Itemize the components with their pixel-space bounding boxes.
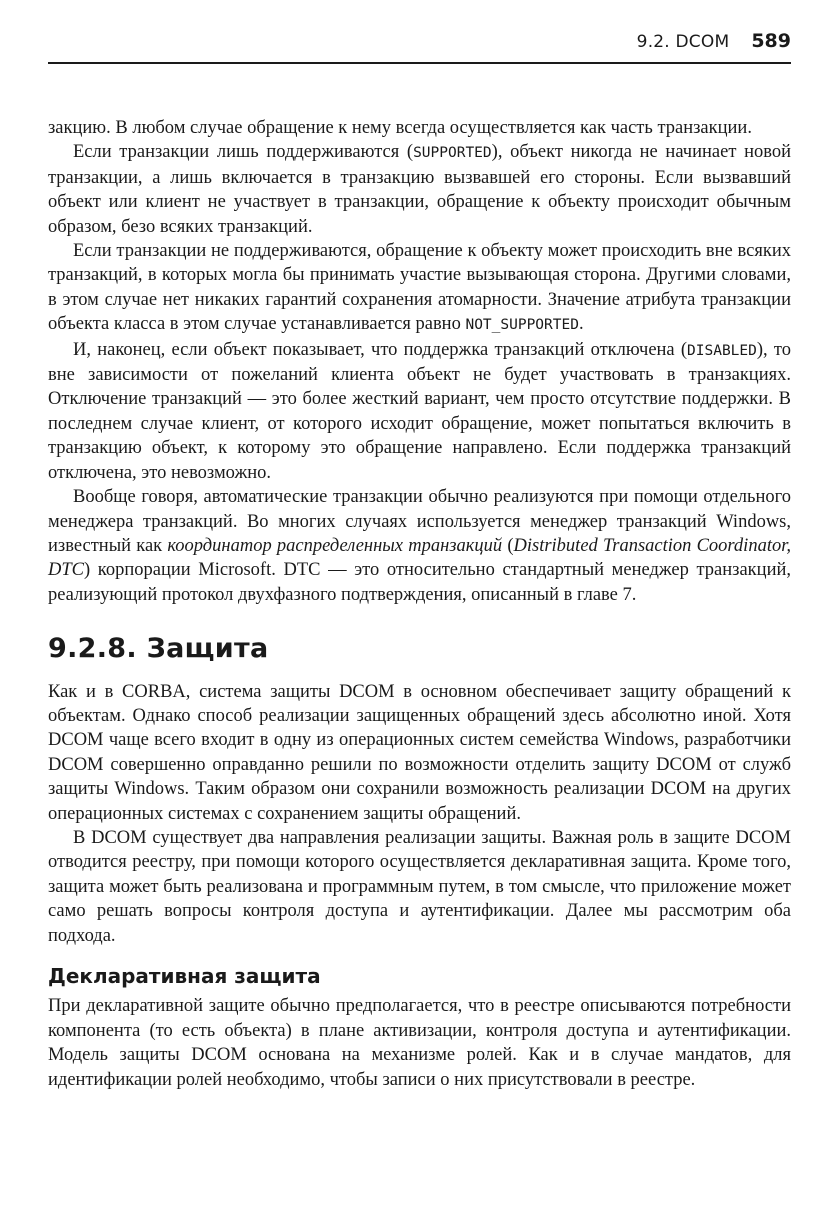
paragraph-text: .	[578, 314, 584, 335]
paragraph-1	[48, 116, 791, 140]
running-head-section: 9.2. DCOM	[636, 32, 730, 52]
header-rule	[48, 62, 791, 64]
paragraph-text: Вообще говоря, автоматические транзакции обычно реализуются при помощи отдельного менеджера транзакций. Во многих случаях используется менеджер транзакций Windows, известный как	[48, 487, 791, 556]
paragraph-2	[48, 140, 791, 239]
paragraph-text: ), то вне зависимости от пожеланий клиента объект не будет участвовать в транзакциях. Отключение транзакций — это более жесткий вариант, чем просто отсутствие поддержки. В последнем случае клиент, от которого исходит обращение, может попытаться включить в транзакцию объект, к которому это обращение направлено. Если поддержка транзакций отключена, это невозможно.	[48, 339, 791, 483]
code-term: SUPPORTED	[413, 145, 492, 162]
paragraph-5	[48, 485, 791, 607]
section-paragraph-1: Как и в CORBA, система защиты DCOM в основном обеспечивает защиту обращений к объектам. Однако способ реализации защищенных обращений здесь абсолютно иной. Хотя DCOM чаще всего входит в одну из операционных систем семейства Windows, разработчики DCOM совершенно оправданно решили по возможности отделить защиту DCOM от служб защиты Windows. Таким образом они сохранили возможность реализации DCOM на других операционных системах с сохранением защиты обращений.	[48, 681, 791, 824]
section-heading: 9.2.8. Защита	[48, 633, 269, 665]
book-page	[48, 30, 791, 1092]
subsection-heading: Декларативная защита	[48, 964, 321, 988]
paragraph-text: (	[502, 535, 514, 556]
paragraph-3	[48, 239, 791, 338]
paragraph-text: Если транзакции лишь поддерживаются (	[73, 142, 414, 163]
code-term: NOT_SUPPORTED	[465, 317, 579, 334]
code-term: DISABLED	[687, 342, 757, 359]
paragraph-4	[48, 338, 791, 485]
emphasis-term: координатор распределенных транзакций	[167, 535, 503, 556]
running-head	[48, 30, 791, 60]
body-text	[48, 116, 791, 1092]
paragraph-text: Если транзакции не поддерживаются, обращение к объекту может происходить вне всяких транзакций, в которых могла бы принимать участие вызывающая сторона. Другими словами, в этом случае нет никаких гарантий сохранения атомарности. Значение атрибута транзакции объекта класса в этом случае устанавливается равно	[48, 241, 791, 335]
paragraph-text: И, наконец, если объект показывает, что поддержка транзакций отключена (	[73, 339, 688, 360]
emphasis-term: Distributed Transaction Coordinator, DTC	[48, 535, 791, 581]
page-number: 589	[751, 30, 791, 52]
section-paragraph-2: В DCOM существует два направления реализации защиты. Важная роль в защите DCOM отводится реестру, при помощи которого осуществляется декларативная защита. Кроме того, защита может быть реализована и программным путем, в том смысле, что приложение может само решать вопросы контроля доступа и аутентификации. Далее мы рассмотрим оба подхода.	[48, 827, 791, 946]
paragraph-text: ) корпорации Microsoft. DTC — это относительно стандартный менеджер транзакций, реализующий протокол двухфазного подтверждения, описанный в главе 7.	[48, 560, 791, 605]
paragraph-text: закцию. В любом случае обращение к нему всегда осуществляется как часть транзакции.	[48, 118, 752, 138]
paragraph-text: ), объект никогда не начинает новой транзакции, а лишь включается в транзакцию вызвавшей его стороны. Если вызвавший объект или клиент не участвует в транзакции, обращение к объекту происходит обычным образом, безо всяких транзакций.	[48, 142, 791, 237]
subsection-paragraph-1: При декларативной защите обычно предполагается, что в реестре описываются потребности компонента (то есть объекта) в плане активизации, контроля доступа и аутентификации. Модель защиты DCOM основана на механизме ролей. Как и в случае мандатов, для идентификации ролей необходимо, чтобы записи о них присутствовали в реестре.	[48, 996, 791, 1090]
